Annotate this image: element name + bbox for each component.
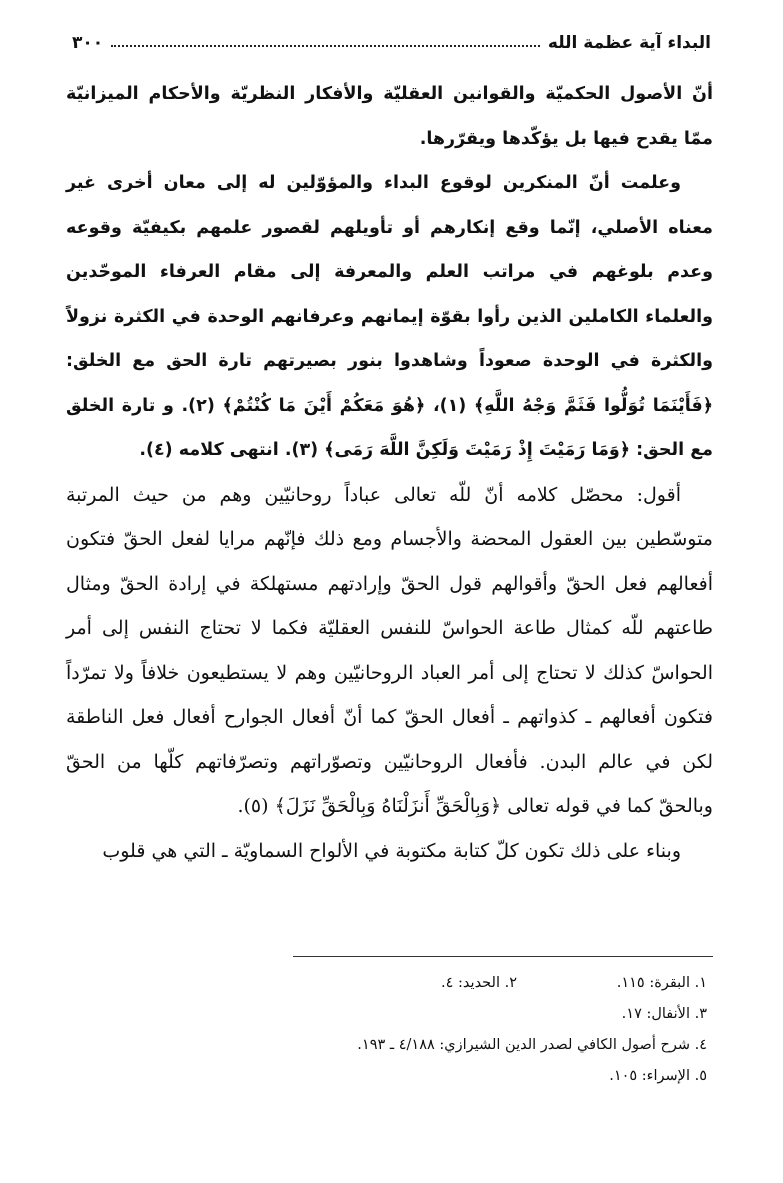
footnote-5: ٥. الإسراء: ١٠٥. bbox=[609, 1068, 707, 1084]
footnote-separator bbox=[293, 956, 713, 957]
running-header bbox=[72, 30, 711, 56]
running-title: البداء آية عظمة الله bbox=[547, 33, 711, 53]
author-commentary-paragraph: أقول: محصّل كلامه أنّ للّه تعالى عباداً روحانيّين وهم من حيث المرتبة متوسّطين بين العقول المحضة والأجسام ومع ذلك فإنّهم مرايا لفعل الحقّ فتكون أفعالهم فعل الحقّ وأقوالهم قول الحقّ وإرادتهم مستهلكة في إرادة الحقّ ومثال طاعتهم للّه كمثال طاعة الحواسّ للنفس العقليّة فكما لا تحتاج النفس إلى أمر الحواسّ كذلك لا تحتاج إلى أمر العباد الروحانيّين وهم لا يستطيعون خلافاً ولا تمرّداً فتكون أفعالهم ـ كذواتهم ـ أفعال الحقّ كما أنّ أفعال الجوارح أفعال فعل الناطقة لكن في عالم البدن. فأفعال الروحانيّين وتصوّراتهم وتصرّفاتهم كلّها من الحقّ وبالحقّ كما في قوله تعالى ﴿وَبِالْحَقِّ أَنزَلْنَاهُ وَبِالْحَقِّ نَزَلَ﴾ (٥). bbox=[66, 483, 713, 817]
header-leader-dots bbox=[111, 45, 540, 47]
footnote-3: ٣. الأنفال: ١٧. bbox=[621, 1006, 707, 1022]
footnote-1: ١. البقرة: ١١٥. bbox=[616, 975, 707, 991]
footnotes bbox=[66, 968, 707, 1092]
quote-paragraph: وعلمت أنّ المنكرين لوقوع البداء والمؤوّلين له إلى معان أخرى غير معناه الأصلي، إنّما وقع إنكارهم أو تأويلهم لقصور علمهم بكيفيّة وقوعه وعدم بلوغهم في مراتب العلم والمعرفة إلى مقام العرفاء الموحّدين والعلماء الكاملين الذين رأوا بقوّة إيمانهم وعرفانهم الوحدة في الكثرة نزولاً والكثرة في الوحدة صعوداً وشاهدوا بنور بصيرتهم تارة الحق مع الخلق: ﴿فَأَيْنَمَا تُوَلُّوا فَثَمَّ وَجْهُ اللَّهِ﴾ (١)، ﴿هُوَ مَعَكُمْ أَيْنَ مَا كُنْتُمْ﴾ (٢). و تارة الخلق مع الحق: ﴿وَمَا رَمَيْتَ إِذْ رَمَيْتَ وَلَكِنَّ اللَّهَ رَمَى﴾ (٣). انتهى كلامه (٤). bbox=[66, 173, 713, 460]
footnote-4: ٤. شرح أصول الكافي لصدر الدين الشيرازي: ٤/١٨٨ ـ ١٩٣. bbox=[357, 1037, 707, 1053]
page-body bbox=[66, 72, 713, 873]
page-number: ٣٠٠ bbox=[72, 33, 104, 53]
footnote-2: ٢. الحديد: ٤. bbox=[441, 975, 517, 991]
quote-paragraph-continuation: أنّ الأصول الحكميّة والقوانين العقليّة والأفكار النظريّة والأحكام الميزانيّة ممّا يقدح فيها بل يؤكّدها ويقرّرها. bbox=[66, 84, 713, 149]
closing-paragraph: وبناء على ذلك تكون كلّ كتابة مكتوبة في الألواح السماويّة ـ التي هي قلوب bbox=[102, 839, 681, 862]
